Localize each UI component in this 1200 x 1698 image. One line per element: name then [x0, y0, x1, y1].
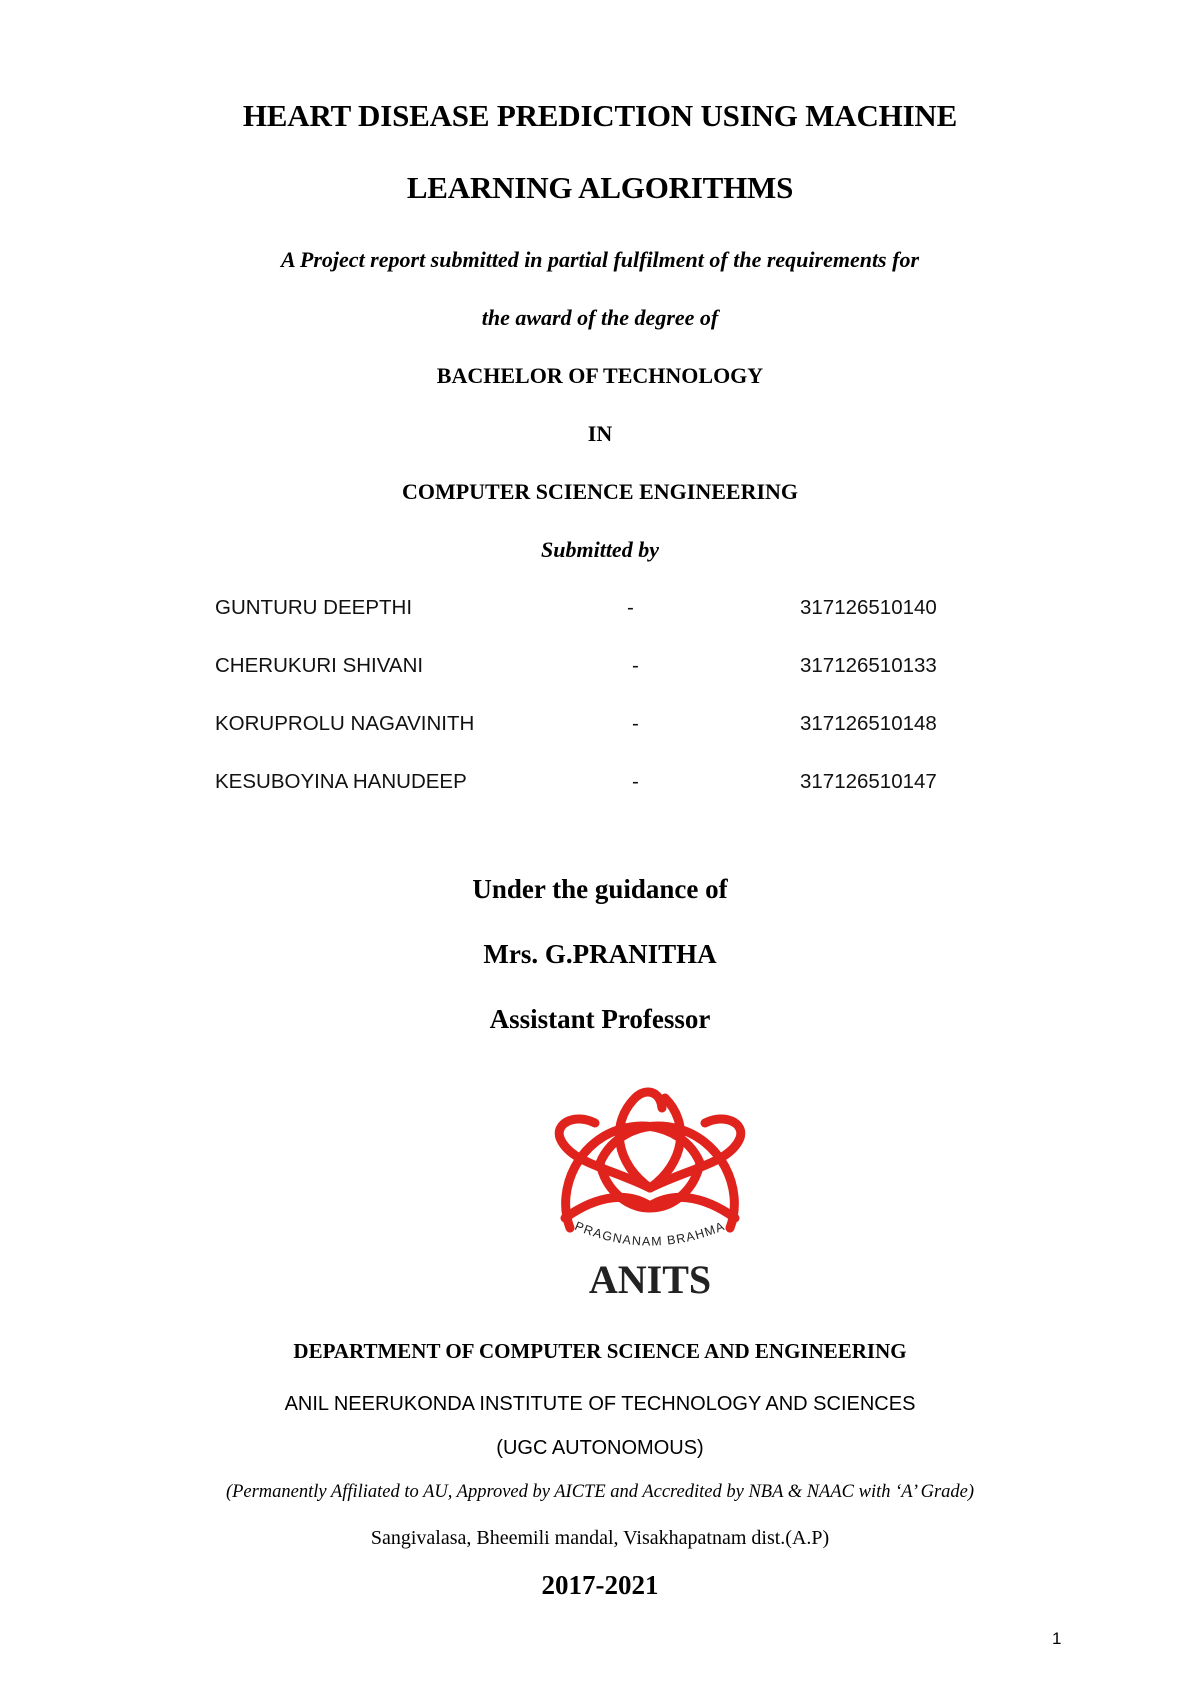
logo-name: ANITS: [588, 1257, 712, 1302]
student-name: KORUPROLU NAGAVINITH: [215, 712, 475, 735]
anits-logo: [540, 1068, 760, 1303]
student-name: CHERUKURI SHIVANI: [215, 654, 424, 677]
academic-year: 2017-2021: [541, 1570, 659, 1600]
student-separator: -: [632, 654, 639, 677]
guidance-heading: Under the guidance of: [472, 874, 728, 904]
student-row: [0, 596, 1200, 626]
branch-name: COMPUTER SCIENCE ENGINEERING: [401, 479, 799, 504]
student-name: GUNTURU DEEPTHI: [215, 596, 413, 619]
title-line-1: HEART DISEASE PREDICTION USING MACHINE: [242, 98, 958, 133]
student-separator: -: [627, 596, 634, 619]
student-roll-number: 317126510147: [800, 770, 937, 793]
student-roll-number: 317126510133: [800, 654, 937, 677]
institute-location: Sangivalasa, Bheemili mandal, Visakhapatnam dist.(A.P): [370, 1527, 830, 1549]
student-row: [0, 770, 1200, 800]
guide-name: Mrs. G.PRANITHA: [483, 939, 717, 969]
student-roll-number: 317126510148: [800, 712, 937, 735]
logo-motto: PRAGNANAM BRAHMA: [572, 1218, 728, 1249]
student-roll-number: 317126510140: [800, 596, 937, 619]
student-row: [0, 712, 1200, 742]
student-row: [0, 654, 1200, 684]
title-line-2: LEARNING ALGORITHMS: [406, 170, 794, 205]
affiliation-statement: (Permanently Affiliated to AU, Approved by AICTE and Accredited by NBA & NAAC with ‘A’ Grade): [225, 1482, 975, 1502]
guide-designation: Assistant Professor: [489, 1004, 711, 1034]
degree-name: BACHELOR OF TECHNOLOGY: [436, 363, 764, 388]
page-number: 1: [1052, 1629, 1062, 1648]
submission-statement-line-1: A Project report submitted in partial fulfilment of the requirements for: [280, 247, 920, 272]
student-separator: -: [632, 770, 639, 793]
department-name: DEPARTMENT OF COMPUTER SCIENCE AND ENGINEERING: [293, 1339, 907, 1363]
degree-in: IN: [587, 421, 613, 446]
student-separator: -: [632, 712, 639, 735]
student-name: KESUBOYINA HANUDEEP: [215, 770, 467, 793]
submission-statement-line-2: the award of the degree of: [481, 305, 719, 330]
submitted-by-label: Submitted by: [541, 537, 659, 562]
institute-name: ANIL NEERUKONDA INSTITUTE OF TECHNOLOGY AND SCIENCES: [284, 1393, 916, 1415]
institute-status: (UGC AUTONOMOUS): [496, 1437, 704, 1459]
